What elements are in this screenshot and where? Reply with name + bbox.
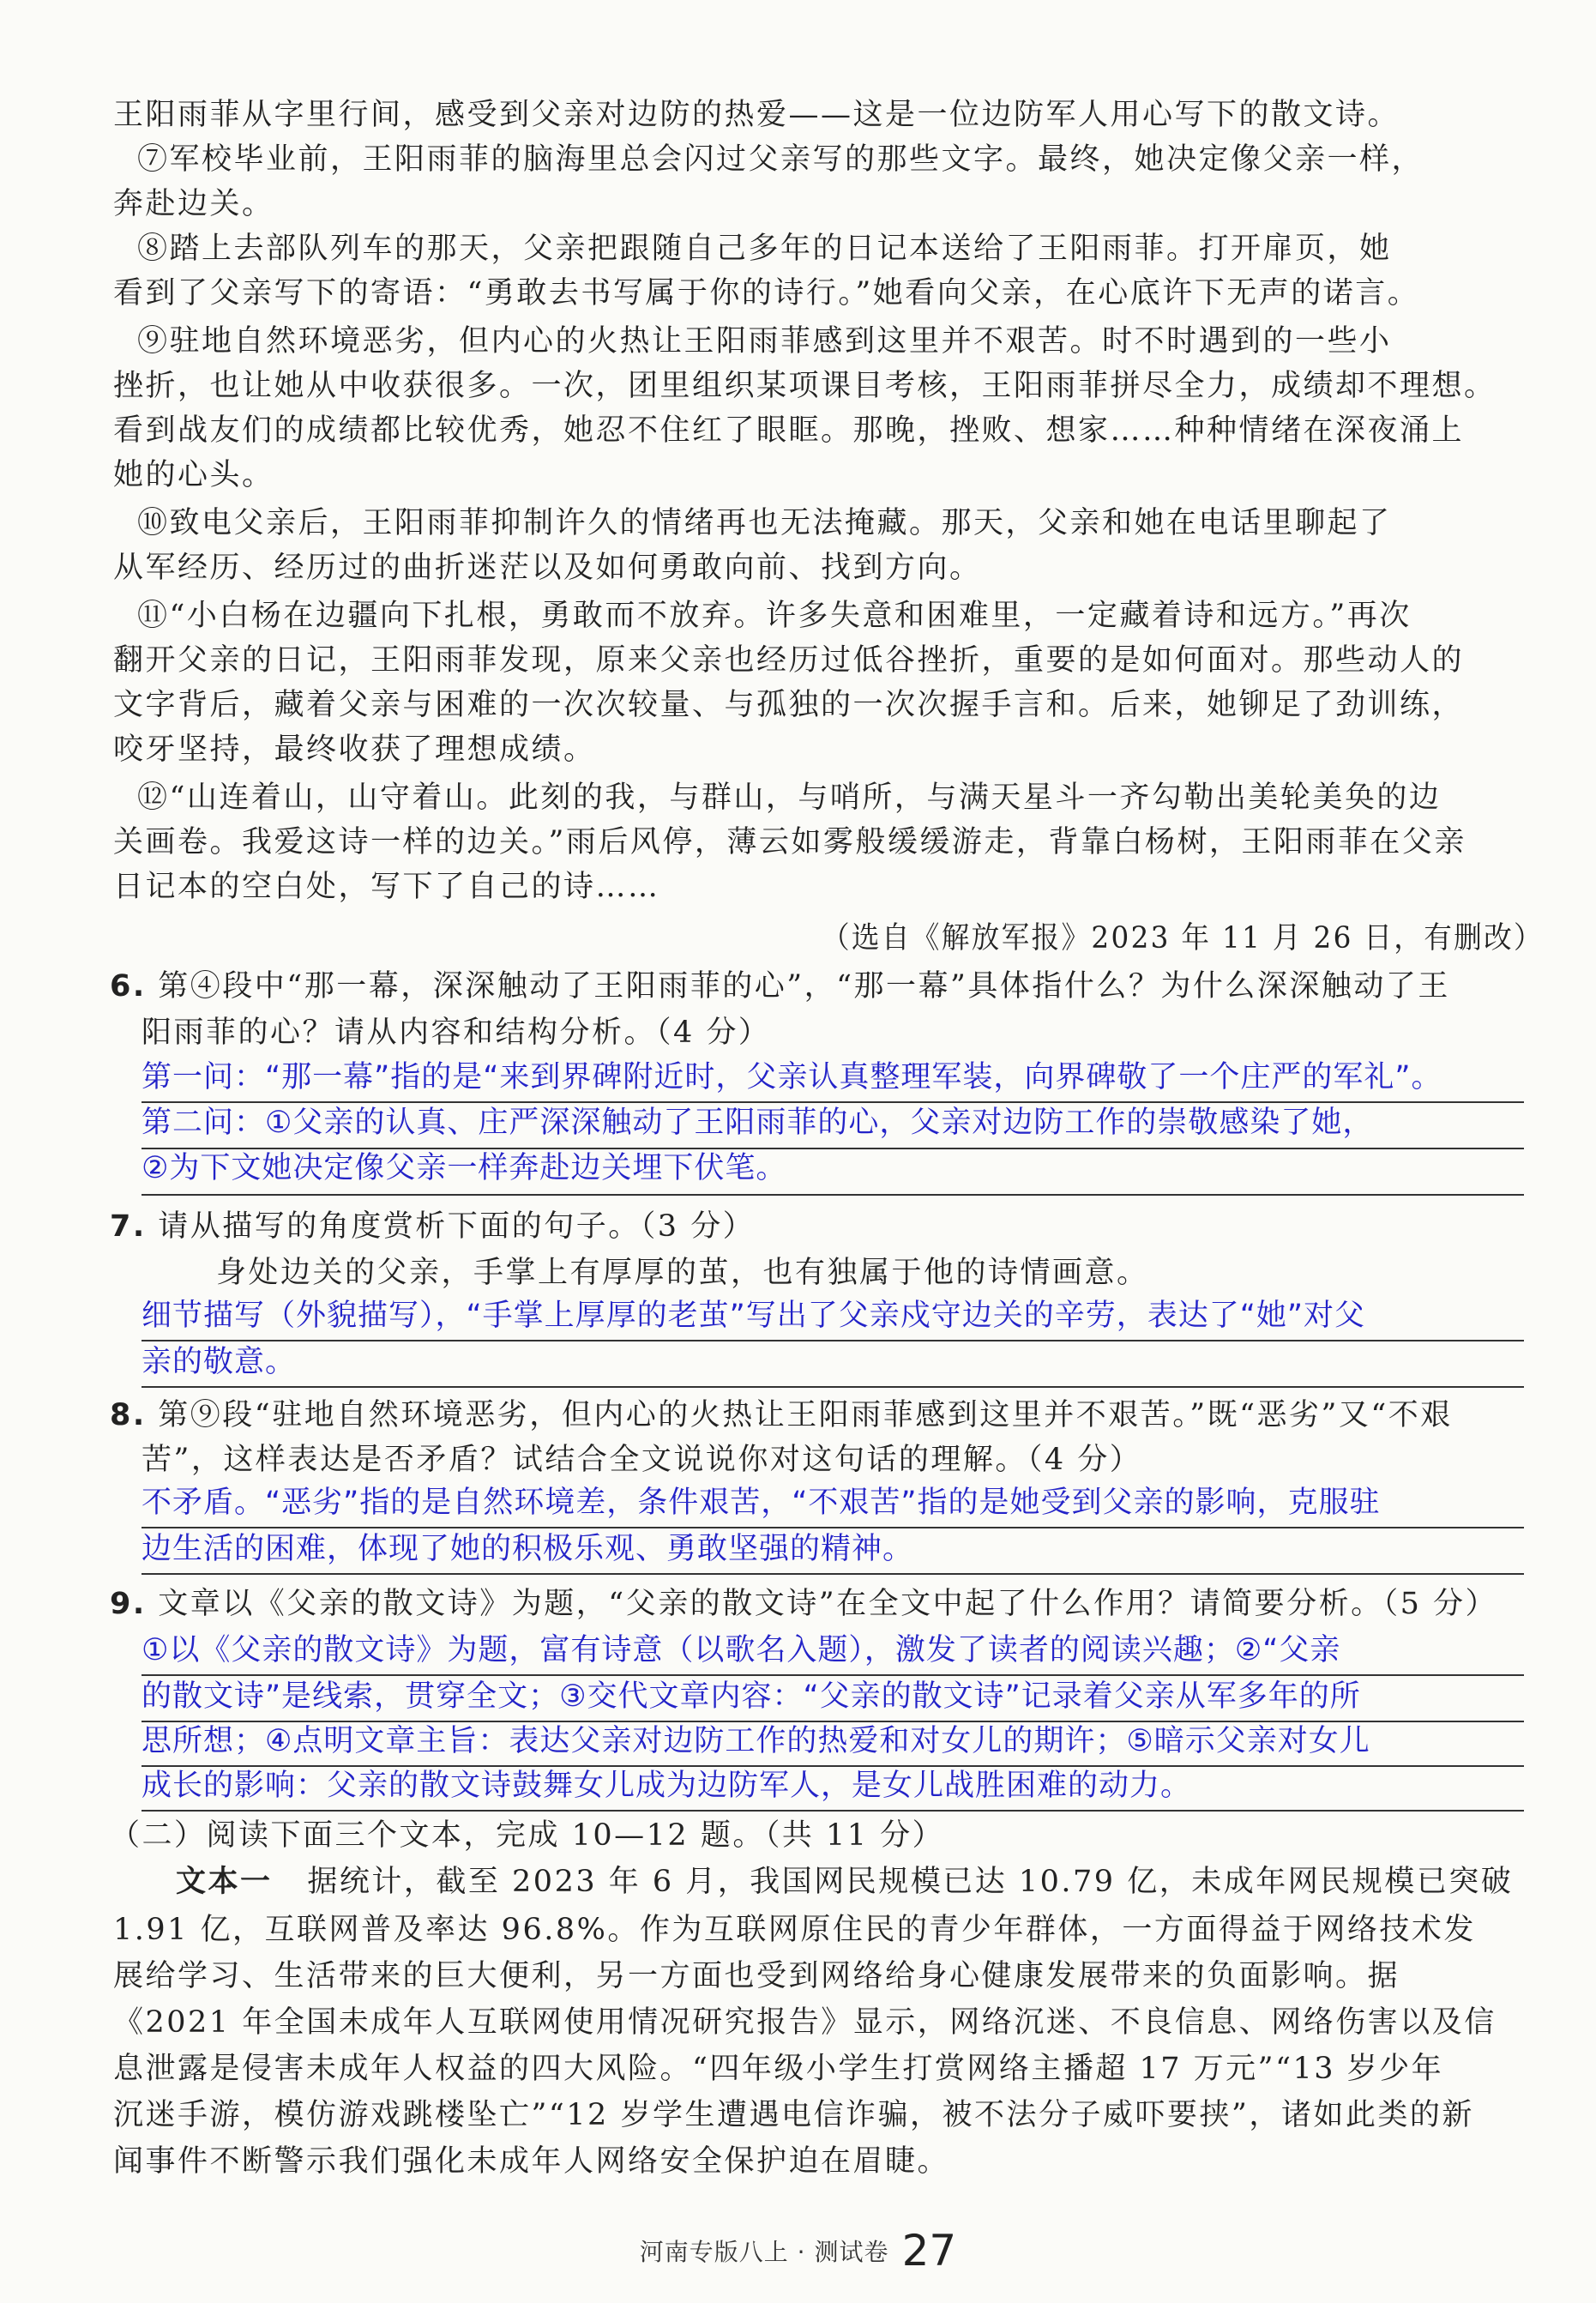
answer-line: ①以《父亲的散文诗》为题，富有诗意（以歌名入题），激发了读者的阅读兴趣；②“父亲 <box>142 1633 1341 1667</box>
passage-line: 看到了父亲写下的寄语：“勇敢去书写属于你的诗行。”她看向父亲，在心底许下无声的诺言。 <box>113 276 1420 310</box>
passage-line: ⑫“山连着山，山守着山。此刻的我，与群山，与哨所，与满天星斗一齐勾勒出美轮美奂的边 <box>137 781 1442 815</box>
answer-line: 成长的影响：父亲的散文诗鼓舞女儿成为边防军人，是女儿战胜困难的动力。 <box>142 1769 1192 1803</box>
answer-line: 第二问：①父亲的认真、庄严深深触动了王阳雨菲的心，父亲对边防工作的崇敬感染了她， <box>142 1106 1374 1140</box>
question-number: 8. <box>110 1398 147 1432</box>
question-number: 7. <box>110 1209 147 1244</box>
question-7 <box>110 1204 755 1249</box>
passage-line: 关画卷。我爱这诗一样的边关。”雨后风停，薄云如雾般缓缓游走，背靠白杨树，王阳雨菲在父亲 <box>113 825 1467 859</box>
answer-line: 亲的敬意。 <box>142 1345 297 1379</box>
passage-line: 文字背后，藏着父亲与困难的一次次较量、与孤独的一次次握手言和。后来，她铆足了劲训练， <box>113 688 1465 722</box>
question-number: 9. <box>110 1587 147 1621</box>
answer-line: 细节描写（外貌描写），“手掌上厚厚的老茧”写出了父亲戍守边关的辛劳，表达了“她”对父 <box>142 1299 1366 1333</box>
text-line: 展给学习、生活带来的巨大便利，另一方面也受到网络给身心健康发展带来的负面影响。据 <box>113 1959 1400 1993</box>
answer-line: ②为下文她决定像父亲一样奔赴边关埋下伏笔。 <box>142 1151 787 1185</box>
footer-label: 河南专版八上 · 测试卷 <box>639 2238 889 2266</box>
passage-line: ⑦军校毕业前，王阳雨菲的脑海里总会闪过父亲写的那些文字。最终，她决定像父亲一样， <box>137 142 1424 177</box>
passage-line: ⑧踏上去部队列车的那天，父亲把跟随自己多年的日记本送给了王阳雨菲。打开扉页，她 <box>137 232 1392 266</box>
answer-rule <box>142 1810 1524 1812</box>
passage-line: 奔赴边关。 <box>113 187 274 221</box>
answer-line: 边生活的困难，体现了她的积极乐观、勇敢坚强的精神。 <box>142 1532 914 1566</box>
passage-line: ⑨驻地自然环境恶劣，但内心的火热让王阳雨菲感到这里并不艰苦。时不时遇到的一些小 <box>137 324 1392 359</box>
text-line: 《2021 年全国未成年人互联网使用情况研究报告》显示，网络沉迷、不良信息、网络伤害以及信 <box>113 2005 1497 2040</box>
answer-rule <box>142 1386 1524 1388</box>
text-label: 文本一 <box>176 1864 273 1899</box>
question-8 <box>110 1393 1453 1438</box>
answer-line: 思所想；④点明文章主旨：表达父亲对边防工作的热爱和对女儿的期许；⑤暗示父亲对女儿 <box>142 1724 1370 1758</box>
quoted-sentence: 身处边关的父亲，手掌上有厚厚的茧，也有独属于他的诗情画意。 <box>216 1256 1149 1290</box>
answer-line: 第一问：“那一幕”指的是“来到界碑附近时，父亲认真整理军装，向界碑敬了一个庄严的军礼”。 <box>142 1060 1442 1094</box>
page-footer <box>0 2226 1596 2276</box>
passage-line: 挫折，也让她从中收获很多。一次，团里组织某项课目考核，王阳雨菲拼尽全力，成绩却不理想。 <box>113 369 1497 403</box>
text-line: 息泄露是侵害未成年人权益的四大风险。“四年级小学生打赏网络主播超 17 万元”“13 岁少年 <box>113 2052 1444 2086</box>
text-line: 1.91 亿，互联网普及率达 96.8%。作为互联网原住民的青少年群体，一方面得益于网络技术发 <box>113 1913 1476 1947</box>
text-line: 沉迷手游，模仿游戏跳楼坠亡”“12 岁学生遭遇电信诈骗，被不法分子威吓要挟”，诸如此类的新 <box>113 2098 1474 2132</box>
answer-rule <box>142 1194 1524 1196</box>
question-text: 文章以《父亲的散文诗》为题，“父亲的散文诗”在全文中起了什么作用？请简要分析。（5 分） <box>158 1587 1497 1621</box>
passage-line: 咬牙坚持，最终收获了理想成绩。 <box>113 732 596 767</box>
passage-line: ⑪“小白杨在边疆向下扎根，勇敢而不放弃。许多失意和困难里，一定藏着诗和远方。”再次 <box>137 599 1412 633</box>
passage-line: 从军经历、经历过的曲折迷茫以及如何勇敢向前、找到方向。 <box>113 551 982 585</box>
passage-source: （选自《解放军报》2023 年 11 月 26 日，有删改） <box>822 921 1544 956</box>
text-line: 闻事件不断警示我们强化未成年人网络安全保护迫在眉睫。 <box>113 2144 950 2179</box>
question-text: 请从描写的角度赏析下面的句子。（3 分） <box>158 1209 756 1244</box>
page-number: 27 <box>901 2226 957 2276</box>
passage-line: 王阳雨菲从字里行间，感受到父亲对边防的热爱——这是一位边防军人用心写下的散文诗。 <box>113 98 1400 132</box>
text-one-first-line <box>176 1860 1513 1904</box>
passage-line: 翻开父亲的日记，王阳雨菲发现，原来父亲也经历过低谷挫折，重要的是如何面对。那些动人的 <box>113 643 1465 678</box>
question-text: 阳雨菲的心？请从内容和结构分析。（4 分） <box>142 1016 771 1050</box>
answer-rule <box>142 1573 1524 1575</box>
passage-line: 看到战友们的成绩都比较优秀，她忍不住红了眼眶。那晚，挫败、想家……种种情绪在深夜涌上 <box>113 413 1465 448</box>
question-6 <box>110 964 1450 1009</box>
question-9 <box>110 1582 1497 1626</box>
question-text: 苦”，这样表达是否矛盾？试结合全文说说你对这句话的理解。（4 分） <box>142 1443 1142 1477</box>
passage-line: 日记本的空白处，写下了自己的诗…… <box>113 870 660 904</box>
question-number: 6. <box>110 969 147 1004</box>
answer-rule <box>142 1340 1524 1341</box>
answer-line: 的散文诗”是线索，贯穿全文；③交代文章内容：“父亲的散文诗”记录着父亲从军多年的所 <box>142 1679 1361 1714</box>
question-text: 第⑨段“驻地自然环境恶劣，但内心的火热让王阳雨菲感到这里并不艰苦。”既“恶劣”又“不艰 <box>158 1398 1453 1432</box>
answer-line: 不矛盾。“恶劣”指的是自然环境差，条件艰苦，“不艰苦”指的是她受到父亲的影响，克服驻 <box>142 1486 1381 1520</box>
passage-line: 她的心头。 <box>113 458 274 492</box>
passage-line: ⑩致电父亲后，王阳雨菲抑制许久的情绪再也无法掩藏。那天，父亲和她在电话里聊起了 <box>137 506 1392 540</box>
text-content: 据统计，截至 2023 年 6 月，我国网民规模已达 10.79 亿，未成年网民规模已突破 <box>307 1865 1514 1899</box>
question-text: 第④段中“那一幕，深深触动了王阳雨菲的心”，“那一幕”具体指什么？为什么深深触动了王 <box>158 969 1450 1004</box>
section-heading: （二）阅读下面三个文本，完成 10—12 题。（共 11 分） <box>110 1818 945 1853</box>
